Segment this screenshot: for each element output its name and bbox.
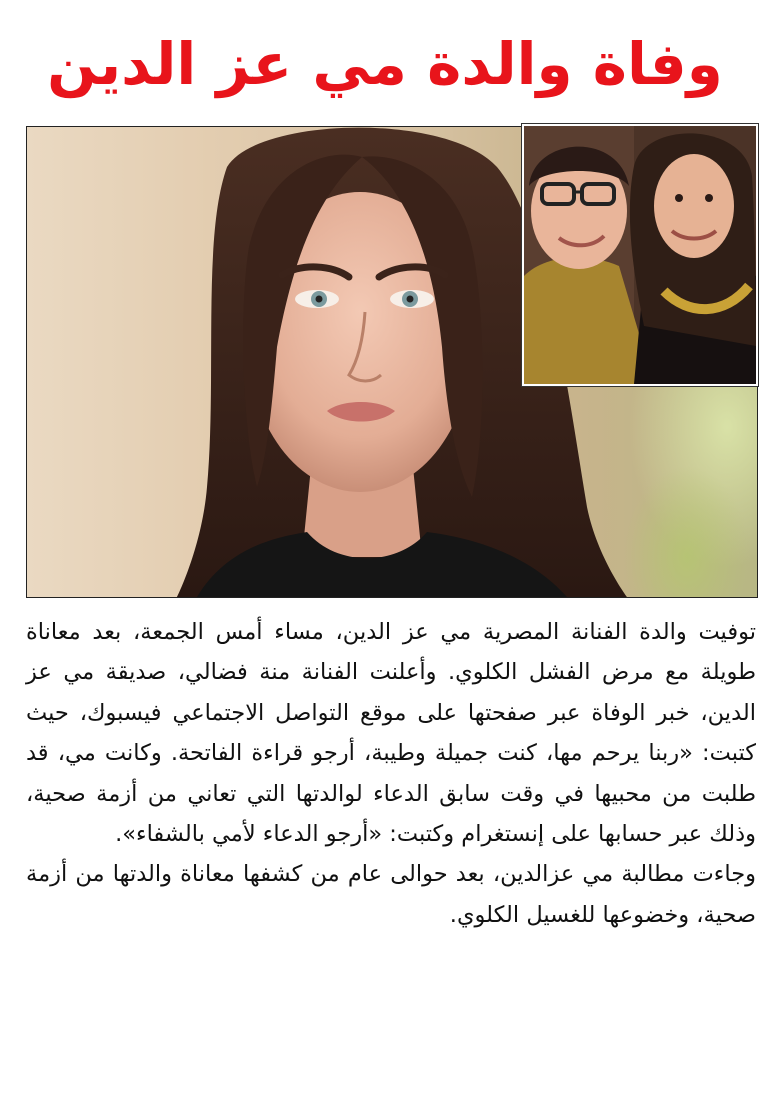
inset-photo [522, 124, 758, 386]
article-paragraph: توفيت والدة الفنانة المصرية مي عز الدين، مساء أمس الجمعة، بعد معاناة طويلة مع مرض الفشل الكلوي. وأعلنت الفنانة منة فضالي، صديقة مي عز الدين، خبر الوفاة عبر صفحتها على موقع التواصل الاجتماعي فيسبوك، حيث كتبت: «ربنا يرحم مها، كنت جميلة وطيبة، أرجو قراءة الفاتحة. وكانت مي، قد طلبت من محبيها في وقت سابق الدعاء لوالدتها التي تعاني من أزمة صحية، وذلك عبر حسابها على إنستغرام وكتبت: «أرجو الدعاء لأمي بالشفاء». [26, 619, 756, 848]
article-paragraph: وجاءت مطالبة مي عزالدين، بعد حوالى عام من كشفها معاناة والدتها من أزمة صحية، وخضوعها للغسيل الكلوي. [26, 861, 756, 928]
headline: وفاة والدة مي عز الدين [47, 30, 723, 98]
article-body [26, 612, 756, 935]
mother-daughter-photo-icon [524, 126, 756, 384]
